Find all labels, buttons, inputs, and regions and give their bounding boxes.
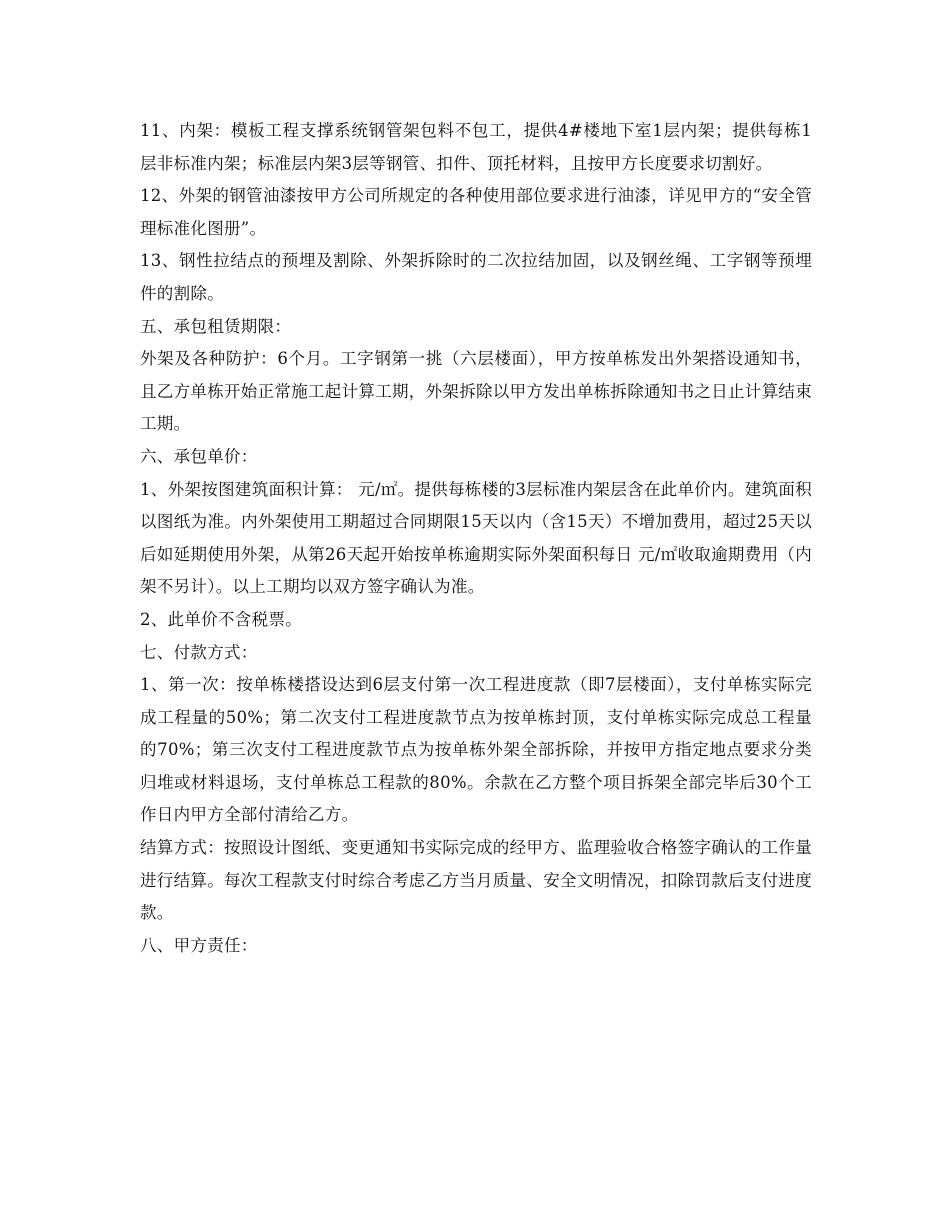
section-7-heading: 七、付款方式： xyxy=(140,642,258,662)
section-7-settlement: 结算方式：按照设计图纸、变更通知书实际完成的经甲方、监理验收合格签字确认的工作量进行结算。每次工程款支付时综合考虑乙方当月质量、安全文明情况，扣除罚款后支付进度款。 xyxy=(140,838,812,923)
clause-13-tie-points: 13、钢性拉结点的预埋及割除、外架拆除时的二次拉结加固，以及钢丝绳、工字钢等预埋件的割除。 xyxy=(140,251,812,303)
document-body xyxy=(140,115,812,962)
section-8-heading: 八、甲方责任： xyxy=(140,935,258,955)
section-6-item-1-unit-price: 1、外架按图建筑面积计算： 元/㎡。提供每栋楼的3层标准内架层含在此单价内。建筑面积以图纸为准。内外架使用工期超过合同期限15天以内（含15天）不增加费用，超过25天以后如延期使用外架，从第26天起开始按单栋逾期实际外架面积每日 元/㎡收取逾期费用（内架不另计）。以上工期均以双方签字确认为准。 xyxy=(140,479,812,597)
section-6-item-2-tax: 2、此单价不含税票。 xyxy=(140,609,302,629)
section-6-heading: 六、承包单价： xyxy=(140,446,258,466)
clause-12-pipe-painting: 12、外架的钢管油漆按甲方公司所规定的各种使用部位要求进行油漆，详见甲方的“安全管理标准化图册”。 xyxy=(140,186,812,238)
section-5-heading: 五、承包租赁期限： xyxy=(140,316,292,336)
section-5-lease-period: 外架及各种防护：6个月。工字钢第一挑（六层楼面），甲方按单栋发出外架搭设通知书，且乙方单栋开始正常施工起计算工期，外架拆除以甲方发出单栋拆除通知书之日止计算结束工期。 xyxy=(140,349,812,434)
section-7-item-1-payment: 1、第一次：按单栋楼搭设达到6层支付第一次工程进度款（即7层楼面），支付单栋实际完成工程量的50%；第二次支付工程进度款节点为按单栋封顶，支付单栋实际完成总工程量的70%；第三次支付工程进度款节点为按单栋外架全部拆除，并按甲方指定地点要求分类归堆或材料退场，支付单栋总工程款的80%。余款在乙方整个项目拆架全部完毕后30个工作日内甲方全部付清给乙方。 xyxy=(140,675,812,825)
clause-11-inner-scaffold: 11、内架：模板工程支撑系统钢管架包料不包工，提供4#楼地下室1层内架；提供每栋1层非标准内架；标准层内架3层等钢管、扣件、顶托材料，且按甲方长度要求切割好。 xyxy=(140,121,812,173)
